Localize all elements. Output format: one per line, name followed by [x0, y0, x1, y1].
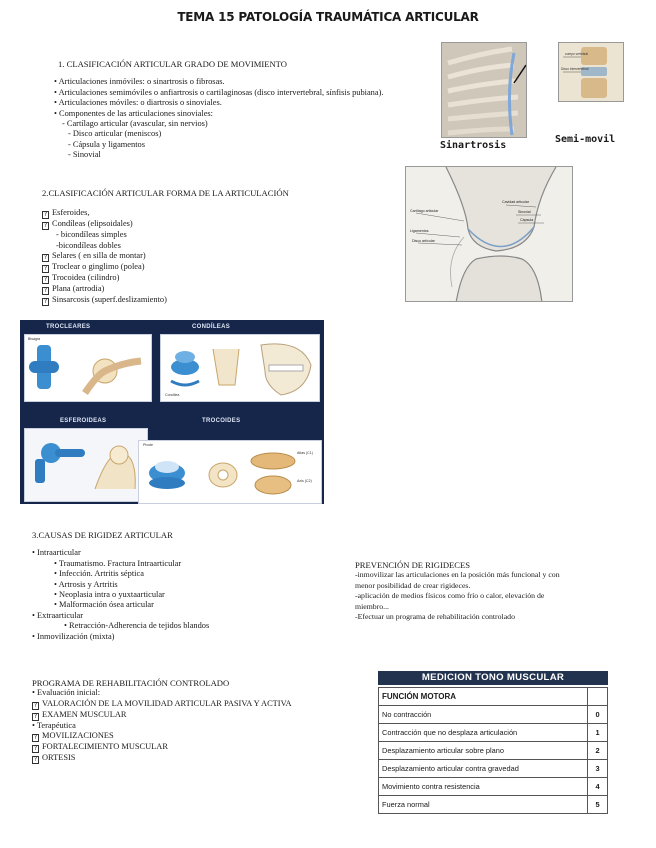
list-item: • Extraarticular	[32, 610, 84, 620]
list-item: • Articulaciones semimóviles o anfiartrosis o cartilaginosas (disco intervertebral, sínfisis pubiana).	[54, 87, 384, 97]
list-item: EXAMEN MUSCULAR	[42, 709, 127, 719]
knee-label: Cápsula	[520, 218, 534, 222]
list-item: • Evaluación inicial:	[32, 688, 101, 698]
bullet-box-icon: ?	[43, 298, 48, 306]
list-item: -Efectuar un programa de rehabilitación controlado	[355, 612, 515, 622]
bullet-box-icon: ?	[43, 276, 48, 284]
section-heading: 3.CAUSAS DE RIGIDEZ ARTICULAR	[32, 530, 173, 540]
list-item: MOVILIZACIONES	[42, 731, 114, 741]
caption-pivote: Pivote	[143, 443, 153, 447]
bullet-box-icon: ?	[43, 265, 48, 273]
table-row	[379, 778, 608, 796]
list-item: Trocoidea (cilindro)	[52, 273, 120, 283]
list-item: Plana (artrodia)	[52, 284, 105, 294]
list-item: • Articulaciones inmóviles: o sinartrosis o fibrosas.	[54, 77, 225, 87]
sinartrosis-caption: Sinartrosis	[440, 140, 507, 151]
table-header-cell: FUNCIÓN MOTORA	[379, 688, 588, 706]
bullet-box-icon: ?	[33, 734, 38, 742]
table-header-row	[379, 688, 608, 706]
table-row	[379, 742, 608, 760]
bullet-box-icon: ?	[43, 287, 48, 295]
vertebra-label-body: cuerpo vertebral	[565, 52, 589, 56]
list-item: • Artrosis y Artritis	[54, 579, 118, 589]
list-item: Selares ( en silla de montar)	[52, 251, 146, 261]
row-label: Desplazamiento articular contra gravedad	[379, 760, 588, 778]
list-item: ORTESIS	[42, 753, 76, 763]
rib-cage-image	[441, 42, 527, 138]
list-item: -bicondíleas dobles	[56, 240, 121, 250]
table-title: MEDICION TONO MUSCULAR	[378, 671, 608, 685]
bullet-box-icon: ?	[33, 745, 38, 753]
card-trocleares	[24, 334, 152, 402]
page-title: TEMA 15 PATOLOGÍA TRAUMÁTICA ARTICULAR	[177, 10, 479, 24]
table-row	[379, 724, 608, 742]
knee-label: Cavidad articular	[502, 200, 529, 204]
list-item: • Terapéutica	[32, 720, 76, 730]
section-forma-articulacion	[42, 188, 289, 306]
row-value: 4	[588, 778, 608, 796]
list-item: • Retracción-Adherencia de tejidos blandos	[64, 621, 210, 631]
list-item: FORTALECIMIENTO MUSCULAR	[42, 742, 168, 752]
list-item: • Componentes de las articulaciones sinoviales:	[54, 108, 213, 118]
caption-axis: Axis (C2)	[297, 479, 312, 483]
section-causas-rigidez	[32, 530, 209, 642]
list-item: VALORACIÓN DE LA MOVILIDAD ARTICULAR PASIVA Y ACTIVA	[42, 698, 292, 708]
bullet-box-icon: ?	[33, 712, 38, 720]
knee-label: Cartílago articular	[410, 209, 439, 213]
joint-types-panel	[20, 320, 324, 504]
section-heading: PROGRAMA DE REHABILITACIÓN CONTROLADO	[32, 678, 230, 688]
caption-condilea: Condílea	[165, 393, 180, 397]
table-row	[379, 796, 608, 814]
knee-label: Disco articular	[412, 239, 435, 243]
row-value: 3	[588, 760, 608, 778]
caption-bisagra: Bisagra	[28, 337, 41, 341]
card-esferoideas	[24, 428, 148, 502]
list-item: - bicondíleas simples	[56, 230, 127, 240]
list-item: • Malformación ósea articular	[54, 600, 154, 610]
list-item: • Intraarticular	[32, 548, 81, 558]
row-label: No contracción	[379, 706, 588, 724]
panel-label-trocleares: TROCLEARES	[46, 324, 91, 330]
bullet-box-icon: ?	[43, 254, 48, 262]
row-label: Fuerza normal	[379, 796, 588, 814]
card-condileas	[160, 334, 320, 402]
list-item: - Sinovial	[68, 150, 101, 160]
list-item: • Inmovilización (mixta)	[32, 631, 115, 641]
list-item: - Cápsula y ligamentos	[68, 139, 145, 149]
card-trocoides	[138, 440, 322, 504]
table-header-cell	[588, 688, 608, 706]
list-item: -inmovilizar las articulaciones en la posición más funcional y con	[355, 570, 560, 580]
section-heading: 1. CLASIFICACIÓN ARTICULAR GRADO DE MOVIMIENTO	[58, 59, 287, 69]
bullet-box-icon: ?	[33, 756, 38, 764]
knee-label: Sinovial	[518, 210, 531, 214]
row-value: 1	[588, 724, 608, 742]
section-prevencion	[355, 560, 560, 622]
vertebra-label-disc: Disco intervertebral	[561, 67, 589, 71]
table-row	[379, 706, 608, 724]
bullet-box-icon: ?	[43, 211, 48, 219]
panel-label-esferoideas: ESFEROIDEAS	[60, 418, 107, 424]
list-item: -aplicación de medios físicos como frío o calor, elevación de	[355, 591, 545, 601]
row-value: 5	[588, 796, 608, 814]
list-item: Troclear o ginglimo (polea)	[52, 262, 145, 272]
list-item: Esferoides,	[52, 208, 90, 218]
knee-label: Ligamentos	[410, 229, 429, 233]
semimovil-caption: Semi-movil	[555, 134, 616, 145]
knee-sketch-image	[405, 166, 573, 302]
bullet-box-icon: ?	[33, 701, 38, 709]
section-grado-movimiento	[54, 59, 383, 161]
section-heading: PREVENCIÓN DE RIGIDECES	[355, 560, 471, 570]
panel-label-condileas: CONDÍLEAS	[192, 324, 231, 330]
row-label: Movimiento contra resistencia	[379, 778, 588, 796]
tono-muscular-table	[378, 687, 608, 814]
list-item: miembro...	[355, 601, 389, 611]
list-item: • Infección. Artritis séptica	[54, 569, 144, 579]
table-row	[379, 760, 608, 778]
row-value: 0	[588, 706, 608, 724]
row-value: 2	[588, 742, 608, 760]
bullet-box-icon: ?	[43, 222, 48, 230]
list-item: menor posibilidad de crear rigideces.	[355, 580, 471, 590]
row-label: Contracción que no desplaza articulación	[379, 724, 588, 742]
list-item: - Cartílago articular (avascular, sin nervios)	[62, 119, 208, 129]
list-item: - Disco articular (meniscos)	[68, 129, 162, 139]
row-label: Desplazamiento articular sobre plano	[379, 742, 588, 760]
list-item: • Traumatismo. Fractura Intraarticular	[54, 558, 182, 568]
list-item: • Articulaciones móviles: o diartrosis o sinoviales.	[54, 98, 222, 108]
list-item: Condíleas (elipsoidales)	[52, 219, 133, 229]
panel-label-trocoides: TROCOIDES	[202, 418, 241, 424]
vertebra-image	[558, 42, 624, 102]
caption-atlas: Atlas (C1)	[297, 451, 313, 455]
section-heading: 2.CLASIFICACIÓN ARTICULAR FORMA DE LA ARTICULACIÓN	[42, 188, 289, 198]
section-programa-rehabilitacion	[32, 678, 292, 764]
list-item: • Neoplasia intra o yuxtaarticular	[54, 590, 165, 600]
list-item: Sinsarcosis (superf.deslizamiento)	[52, 295, 167, 305]
